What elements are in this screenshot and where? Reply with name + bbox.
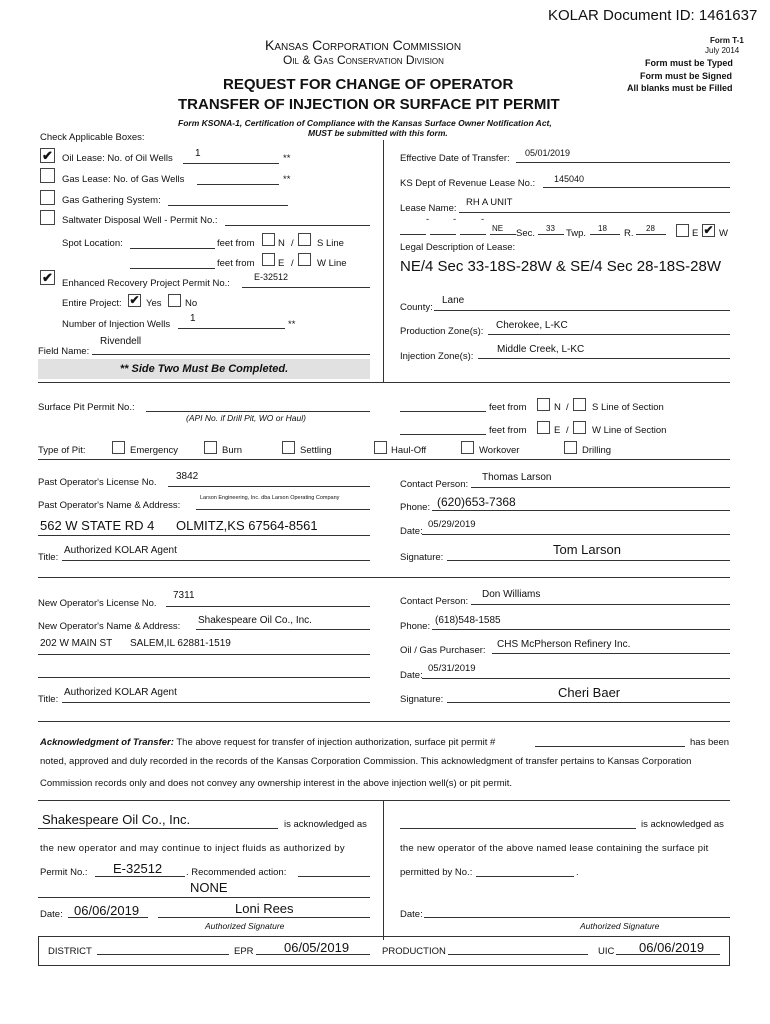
new-title-label: Title: [38,694,59,705]
ack-is-acknowledged-right: is acknowledged as [641,819,724,830]
pit-w-checkbox[interactable] [573,421,586,434]
past-license-label: Past Operator's License No. [38,477,157,488]
uic-date-value[interactable]: 06/06/2019 [639,940,705,955]
sec-value[interactable]: 33 [546,224,555,233]
pit-w-line-label: W Line of Section [592,425,667,436]
pit-api-note: (API No. if Drill Pit, WO or Haul) [186,413,306,423]
ks-lease-no-value[interactable]: 145040 [554,174,585,184]
new-title-line [62,702,370,703]
past-contact-value[interactable]: Thomas Larson [482,472,552,483]
production-zone-label: Production Zone(s): [400,326,484,337]
eor-permit-value[interactable]: E-32512 [254,272,289,282]
pit-emergency-label: Emergency [130,445,179,456]
ksona-note-line1: Form KSONA-1, Certification of Compliance with the Kansas Surface Owner Notification Act, [178,118,552,128]
lease-name-value[interactable]: RH A UNIT [466,197,513,208]
entire-project-no-label: No [185,298,198,309]
twp-label: Twp. [566,228,587,239]
past-address-underline [38,535,370,536]
ack-lease-operator-line[interactable] [400,828,636,829]
ack-has-been: has been [690,737,730,748]
ack-recommended-label: . Recommended action: [186,867,287,878]
pit-ns-feet-line[interactable] [400,411,486,412]
range-value[interactable]: 28 [646,224,655,233]
lease-name-line [459,212,730,213]
qtr-value-ne[interactable]: NE [492,224,504,233]
new-contact-line [471,604,730,605]
new-phone-label: Phone: [400,621,431,632]
spot-w-line-label: W Line [317,258,347,269]
new-date-value[interactable]: 05/31/2019 [428,663,476,674]
ack-auth-sig-value[interactable]: Loni Rees [235,901,294,916]
lease-name-label: Lease Name: [400,203,457,214]
new-address-line1[interactable]: 202 W MAIN ST [40,638,113,649]
production-label: PRODUCTION [382,946,446,957]
eor-label: Enhanced Recovery Project Permit No.: [62,278,230,289]
new-address-line2[interactable]: SALEM,IL 62881-1519 [130,638,231,649]
pit-feet-from-ew: feet from [489,425,527,436]
gas-wells-asterisks: ** [283,174,291,185]
pit-s-line-label: S Line of Section [592,402,664,413]
section-divider-3 [38,577,730,578]
injection-wells-asterisks: ** [288,319,296,330]
ack-line1 [40,737,495,748]
swd-label: Saltwater Disposal Well - Permit No.: [62,215,218,226]
kolar-document-id: KOLAR Document ID: 1461637 [548,7,758,24]
injection-wells-label: Number of Injection Wells [62,319,171,330]
ack-permit-label: Permit No.: [40,867,88,878]
production-zone-line [488,334,730,335]
pit-workover-label: Workover [479,445,520,456]
pit-drilling-checkbox[interactable] [564,441,577,454]
past-name-value[interactable]: Larson Engineering, Inc. dba Larson Operating Company [200,495,340,501]
sec-label: Sec. [516,228,536,239]
new-license-label: New Operator's License No. [38,598,157,609]
pit-e-checkbox[interactable] [537,421,550,434]
gas-lease-label: Gas Lease: No. of Gas Wells [62,174,185,185]
qtr-line-2[interactable] [430,234,456,235]
spot-e-label: E [278,258,285,269]
range-w-label: W [719,228,728,239]
range-line [636,234,666,235]
epr-date-value[interactable]: 06/05/2019 [284,940,350,955]
new-address-underline [38,654,370,655]
pit-n-label: N [554,402,561,413]
past-contact-label: Contact Person: [400,479,469,490]
past-signature-value[interactable]: Tom Larson [553,542,621,557]
new-contact-label: Contact Person: [400,596,469,607]
ks-lease-no-label: KS Dept of Revenue Lease No.: [400,178,536,189]
purchaser-line [492,653,730,654]
past-license-value[interactable]: 3842 [176,471,199,482]
spot-ew-feet-line[interactable] [130,268,215,269]
past-date-label: Date: [400,526,423,537]
check-boxes-label: Check Applicable Boxes: [40,132,145,143]
ack-permitted-label: permitted by No.: [400,867,473,878]
production-line[interactable] [448,954,588,955]
ack-date-value[interactable]: 06/06/2019 [74,903,140,918]
past-license-line [168,486,370,487]
new-address-underline-2[interactable] [38,677,370,678]
spot-e-checkbox[interactable] [262,253,275,266]
field-name-value[interactable]: Rivendell [100,336,142,347]
new-license-line [166,606,370,607]
spot-feet-from-ew: feet from [217,258,255,269]
qtr-line-1[interactable] [400,234,426,235]
effective-date-label: Effective Date of Transfer: [400,153,510,164]
ack-column-divider [383,800,384,940]
entire-project-yes-label: Yes [146,298,162,309]
requirement-filled: All blanks must be Filled [627,83,733,93]
ack-pit-permit-line[interactable] [535,746,685,747]
oil-lease-checkbox[interactable]: ✔ [40,148,55,163]
ack-recommended-value[interactable]: NONE [190,880,228,895]
form-title-line2: TRANSFER OF INJECTION OR SURFACE PIT PERMIT [178,96,560,113]
past-phone-line [432,510,730,511]
pit-burn-checkbox[interactable] [204,441,217,454]
new-signature-line [447,702,730,703]
pit-hauloff-label: Haul-Off [391,445,427,456]
ack-is-acknowledged-left: is acknowledged as [284,819,367,830]
new-phone-line [432,629,730,630]
ack-text1: The above request for transfer of injection authorization, surface pit permit # [176,737,496,748]
eor-permit-line [242,287,370,288]
pit-permit-label: Surface Pit Permit No.: [38,402,135,413]
past-name-label: Past Operator's Name & Address: [38,500,181,511]
oil-lease-label: Oil Lease: No. of Oil Wells [62,153,173,164]
county-line [434,310,730,311]
uic-label: UIC [598,946,615,957]
new-license-value[interactable]: 7311 [173,590,195,601]
form-title-line1: REQUEST FOR CHANGE OF OPERATOR [223,76,514,93]
ack-lead: Acknowledgment of Transfer: [40,737,174,748]
legal-desc-value[interactable]: NE/4 Sec 33-18S-28W & SE/4 Sec 28-18S-28W [400,258,721,275]
gas-gathering-line[interactable] [168,205,288,206]
gas-wells-line[interactable] [197,184,279,185]
past-name-line [196,509,370,510]
pit-hauloff-checkbox[interactable] [374,441,387,454]
form-revision-date: July 2014 [705,46,740,55]
section-divider-4 [38,721,730,722]
requirement-signed: Form must be Signed [640,71,733,81]
past-address-line2[interactable]: OLMITZ,KS 67564-8561 [176,518,318,533]
new-phone-value[interactable]: (618)548-1585 [435,615,501,626]
twp-line [590,234,620,235]
ack-recommended-line[interactable] [298,876,370,877]
field-name-label: Field Name: [38,346,90,357]
pit-settling-label: Settling [300,445,332,456]
production-zone-value[interactable]: Cherokee, L-KC [496,320,568,331]
pit-type-label: Type of Pit: [38,445,86,456]
side-two-notice: ** Side Two Must Be Completed. [38,359,370,379]
ack-recommended-line-2 [38,897,370,898]
column-divider [383,140,384,382]
pit-drilling-label: Drilling [582,445,612,456]
twp-value[interactable]: 18 [598,224,607,233]
ack-left-text: the new operator and may continue to inject fluids as authorized by [40,843,345,854]
pit-n-checkbox[interactable] [537,398,550,411]
past-signature-line [447,560,730,561]
field-name-line [92,354,370,355]
injection-wells-value[interactable]: 1 [190,313,196,324]
pit-permit-line[interactable] [146,411,370,412]
county-value[interactable]: Lane [442,295,465,306]
purchaser-label: Oil / Gas Purchaser: [400,645,486,656]
oil-wells-line [183,163,279,164]
section-divider-2 [38,459,730,460]
range-label: R. [624,228,634,239]
ack-permit-value[interactable]: E-32512 [113,861,163,876]
ack-permit-line [95,876,185,877]
effective-date-value[interactable]: 05/01/2019 [525,148,571,158]
ksona-note-line2: MUST be submitted with this form. [308,128,448,138]
epr-label: EPR [234,946,254,957]
pit-burn-label: Burn [222,445,243,456]
past-address-line1[interactable]: 562 W STATE RD 4 [40,518,155,533]
new-name-value[interactable]: Shakespeare Oil Co., Inc. [198,615,312,626]
effective-date-line [516,162,730,163]
new-signature-label: Signature: [400,694,444,705]
section-divider-1 [38,382,730,383]
ack-date-label: Date: [40,909,63,920]
purchaser-value[interactable]: CHS McPherson Refinery Inc. [497,639,631,650]
ack-auth-sig-label-right: Authorized Signature [580,921,660,931]
sec-line [538,234,564,235]
spot-ns-feet-line[interactable] [130,248,215,249]
pit-ew-feet-line[interactable] [400,434,486,435]
oil-wells-asterisks: ** [283,153,291,164]
range-w-checkbox[interactable]: ✔ [703,223,714,237]
ack-date-label-right: Date: [400,909,423,920]
past-phone-value[interactable]: (620)653-7368 [437,495,516,509]
pit-s-checkbox[interactable] [573,398,586,411]
spot-feet-from-ns: feet from [217,238,255,249]
swd-checkbox[interactable] [40,210,55,225]
injection-wells-line [178,328,285,329]
ack-operator-name[interactable]: Shakespeare Oil Co., Inc. [42,812,191,827]
past-title-label: Title: [38,552,59,563]
pit-workover-checkbox[interactable] [461,441,474,454]
district-line[interactable] [97,954,229,955]
swd-permit-line[interactable] [225,225,370,226]
past-title-line [62,560,370,561]
qtr-line-3[interactable] [460,234,486,235]
injection-zone-value[interactable]: Middle Creek, L-KC [497,344,585,355]
past-date-line [422,534,730,535]
entire-project-label: Entire Project: [62,298,122,309]
new-signature-value[interactable]: Cheri Baer [558,685,621,700]
gas-lease-checkbox[interactable] [40,168,55,183]
section-divider-5 [38,800,730,801]
ack-operator-line [38,828,278,829]
new-name-line [196,629,370,630]
qtr-line-4 [490,234,516,235]
new-date-line [422,678,730,679]
entire-project-yes-checkbox[interactable]: ✔ [129,293,140,307]
new-title-value[interactable]: Authorized KOLAR Agent [64,687,177,698]
past-contact-line [471,487,730,488]
eor-checkbox[interactable]: ✔ [40,270,55,285]
past-title-value[interactable]: Authorized KOLAR Agent [64,545,177,556]
pit-e-label: E [554,425,561,436]
division-name: Oil & Gas Conservation Division [283,53,444,67]
ack-right-text: the new operator of the above named lease containing the surface pit [400,843,709,854]
spot-s-checkbox[interactable] [298,233,311,246]
ks-lease-no-line [543,187,730,188]
ack-date-line-right[interactable] [424,917,730,918]
injection-zone-label: Injection Zone(s): [400,351,474,362]
pit-emergency-checkbox[interactable] [112,441,125,454]
ack-text2: noted, approved and duly recorded in the records of the Kansas Corporation Commission. This acknowledgment of transfer pertains to Kansas Corporation [40,756,692,767]
range-e-checkbox[interactable] [676,224,689,237]
range-e-label: E [692,228,699,239]
spot-n-label: N [278,238,285,249]
spot-location-label: Spot Location: [62,238,123,249]
new-contact-value[interactable]: Don Williams [482,589,541,600]
gas-gathering-label: Gas Gathering System: [62,195,161,206]
ack-text3: Commission records only and does not convey any ownership interest in the above injection well(s) or pit permit. [40,778,513,789]
legal-desc-label: Legal Description of Lease: [400,242,516,253]
pit-settling-checkbox[interactable] [282,441,295,454]
past-signature-label: Signature: [400,552,444,563]
spot-w-checkbox[interactable] [298,253,311,266]
agency-name: Kansas Corporation Commission [265,37,462,53]
pit-feet-from-ns: feet from [489,402,527,413]
gas-gathering-checkbox[interactable] [40,190,55,205]
entire-project-no-checkbox[interactable] [168,294,181,307]
spot-s-line-label: S Line [317,238,344,249]
new-name-label: New Operator's Name & Address: [38,621,181,632]
county-label: County: [400,302,433,313]
ack-permitted-line[interactable] [476,876,574,877]
requirement-typed: Form must be Typed [645,58,733,68]
ack-auth-sig-line [158,917,370,918]
district-label: DISTRICT [48,946,92,957]
spot-n-checkbox[interactable] [262,233,275,246]
form-number: Form T-1 [710,36,744,45]
oil-wells-value[interactable]: 1 [195,148,201,159]
past-date-value[interactable]: 05/29/2019 [428,519,476,530]
new-date-label: Date: [400,670,423,681]
past-phone-label: Phone: [400,502,431,513]
injection-zone-line [478,358,730,359]
ack-auth-sig-label: Authorized Signature [205,921,285,931]
